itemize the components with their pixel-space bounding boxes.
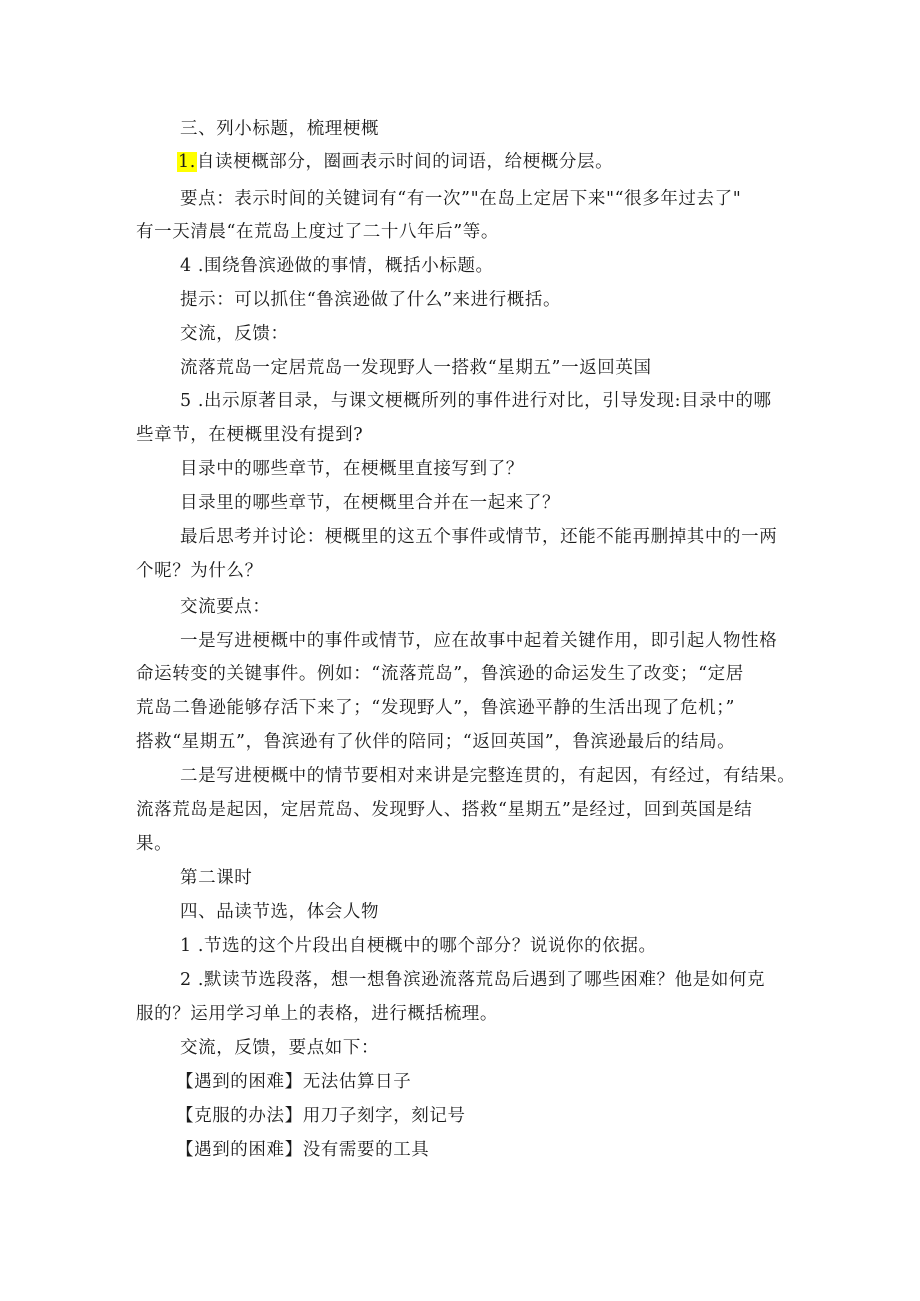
paragraph-line: 果。 xyxy=(136,834,173,854)
paragraph-line: 个呢？为什么？ xyxy=(136,561,263,581)
paragraph-line: 流落荒岛一定居荒岛一发现野人一搭救“星期五”一返回英国 xyxy=(180,358,652,378)
paragraph-line: 命运转变的关键事件。例如：“流落荒岛”，鲁滨逊的命运发生了改变；“定居 xyxy=(136,664,744,684)
paragraph-line xyxy=(177,150,613,174)
paragraph-line: 交流，反馈，要点如下： xyxy=(180,1038,380,1058)
paragraph-line: 提示：可以抓住“鲁滨逊做了什么”来进行概括。 xyxy=(180,290,562,310)
list-item: 4 .围绕鲁滨逊做的事情，概括小标题。 xyxy=(180,256,494,276)
table-entry: 【遇到的困难】无法估算日子 xyxy=(176,1072,412,1092)
list-item: 2 .默读节选段落，想一想鲁滨逊流落荒岛后遇到了哪些困难？他是如何克 xyxy=(180,970,766,990)
section-heading: 三、列小标题，梳理梗概 xyxy=(180,119,380,139)
paragraph-line: 搭救“星期五”，鲁滨逊有了伙伴的陪同；“返回英国”，鲁滨逊最后的结局。 xyxy=(136,732,736,752)
paragraph-line: 一是写进梗概中的事件或情节，应在故事中起着关键作用，即引起人物性格 xyxy=(180,631,778,651)
paragraph-line: 荒岛二鲁逊能够存活下来了；“发现野人”，鲁滨逊平静的生活出现了危机；” xyxy=(136,698,736,718)
paragraph-line: 目录里的哪些章节，在梗概里合并在一起来了？ xyxy=(180,493,561,513)
lesson-heading: 第二课时 xyxy=(180,868,253,888)
paragraph-line: 交流要点： xyxy=(180,597,271,617)
paragraph-line: 最后思考并讨论：梗概里的这五个事件或情节，还能不能再删掉其中的一两 xyxy=(180,527,778,547)
section-heading: 四、品读节选，体会人物 xyxy=(180,902,380,922)
paragraph-line: 交流，反馈： xyxy=(180,324,289,344)
paragraph-line: 有一天清晨“在荒岛上度过了二十八年后”等。 xyxy=(136,222,499,242)
paragraph-line: 些章节，在梗概里没有提到? xyxy=(136,425,364,445)
paragraph-line: 要点：表示时间的关键词有“有一次”"在岛上定居下来"“很多年过去了" xyxy=(180,189,742,209)
paragraph-line: 目录中的哪些章节，在梗概里直接写到了？ xyxy=(180,459,524,479)
table-entry: 【克服的办法】用刀子刻字，刻记号 xyxy=(176,1106,466,1126)
table-entry: 【遇到的困难】没有需要的工具 xyxy=(176,1140,430,1160)
highlighted-number: 1. xyxy=(178,152,196,172)
paragraph-line: 流落荒岛是起因，定居荒岛、发现野人、搭救“星期五”是经过，回到英国是结 xyxy=(136,800,753,820)
list-item: 1 .节选的这个片段出自梗概中的哪个部分？说说你的依据。 xyxy=(180,936,657,956)
paragraph-text: 自读梗概部分，圈画表示时间的词语，给梗概分层。 xyxy=(196,152,614,172)
paragraph-line: 服的？运用学习单上的表格，进行概括梳理。 xyxy=(136,1004,498,1024)
list-item: 5 .出示原著目录，与课文梗概所列的事件进行对比，引导发现:目录中的哪 xyxy=(180,391,772,411)
paragraph-line: 二是写进梗概中的情节要相对来讲是完整连贯的，有起因，有经过，有结果。 xyxy=(180,766,796,786)
